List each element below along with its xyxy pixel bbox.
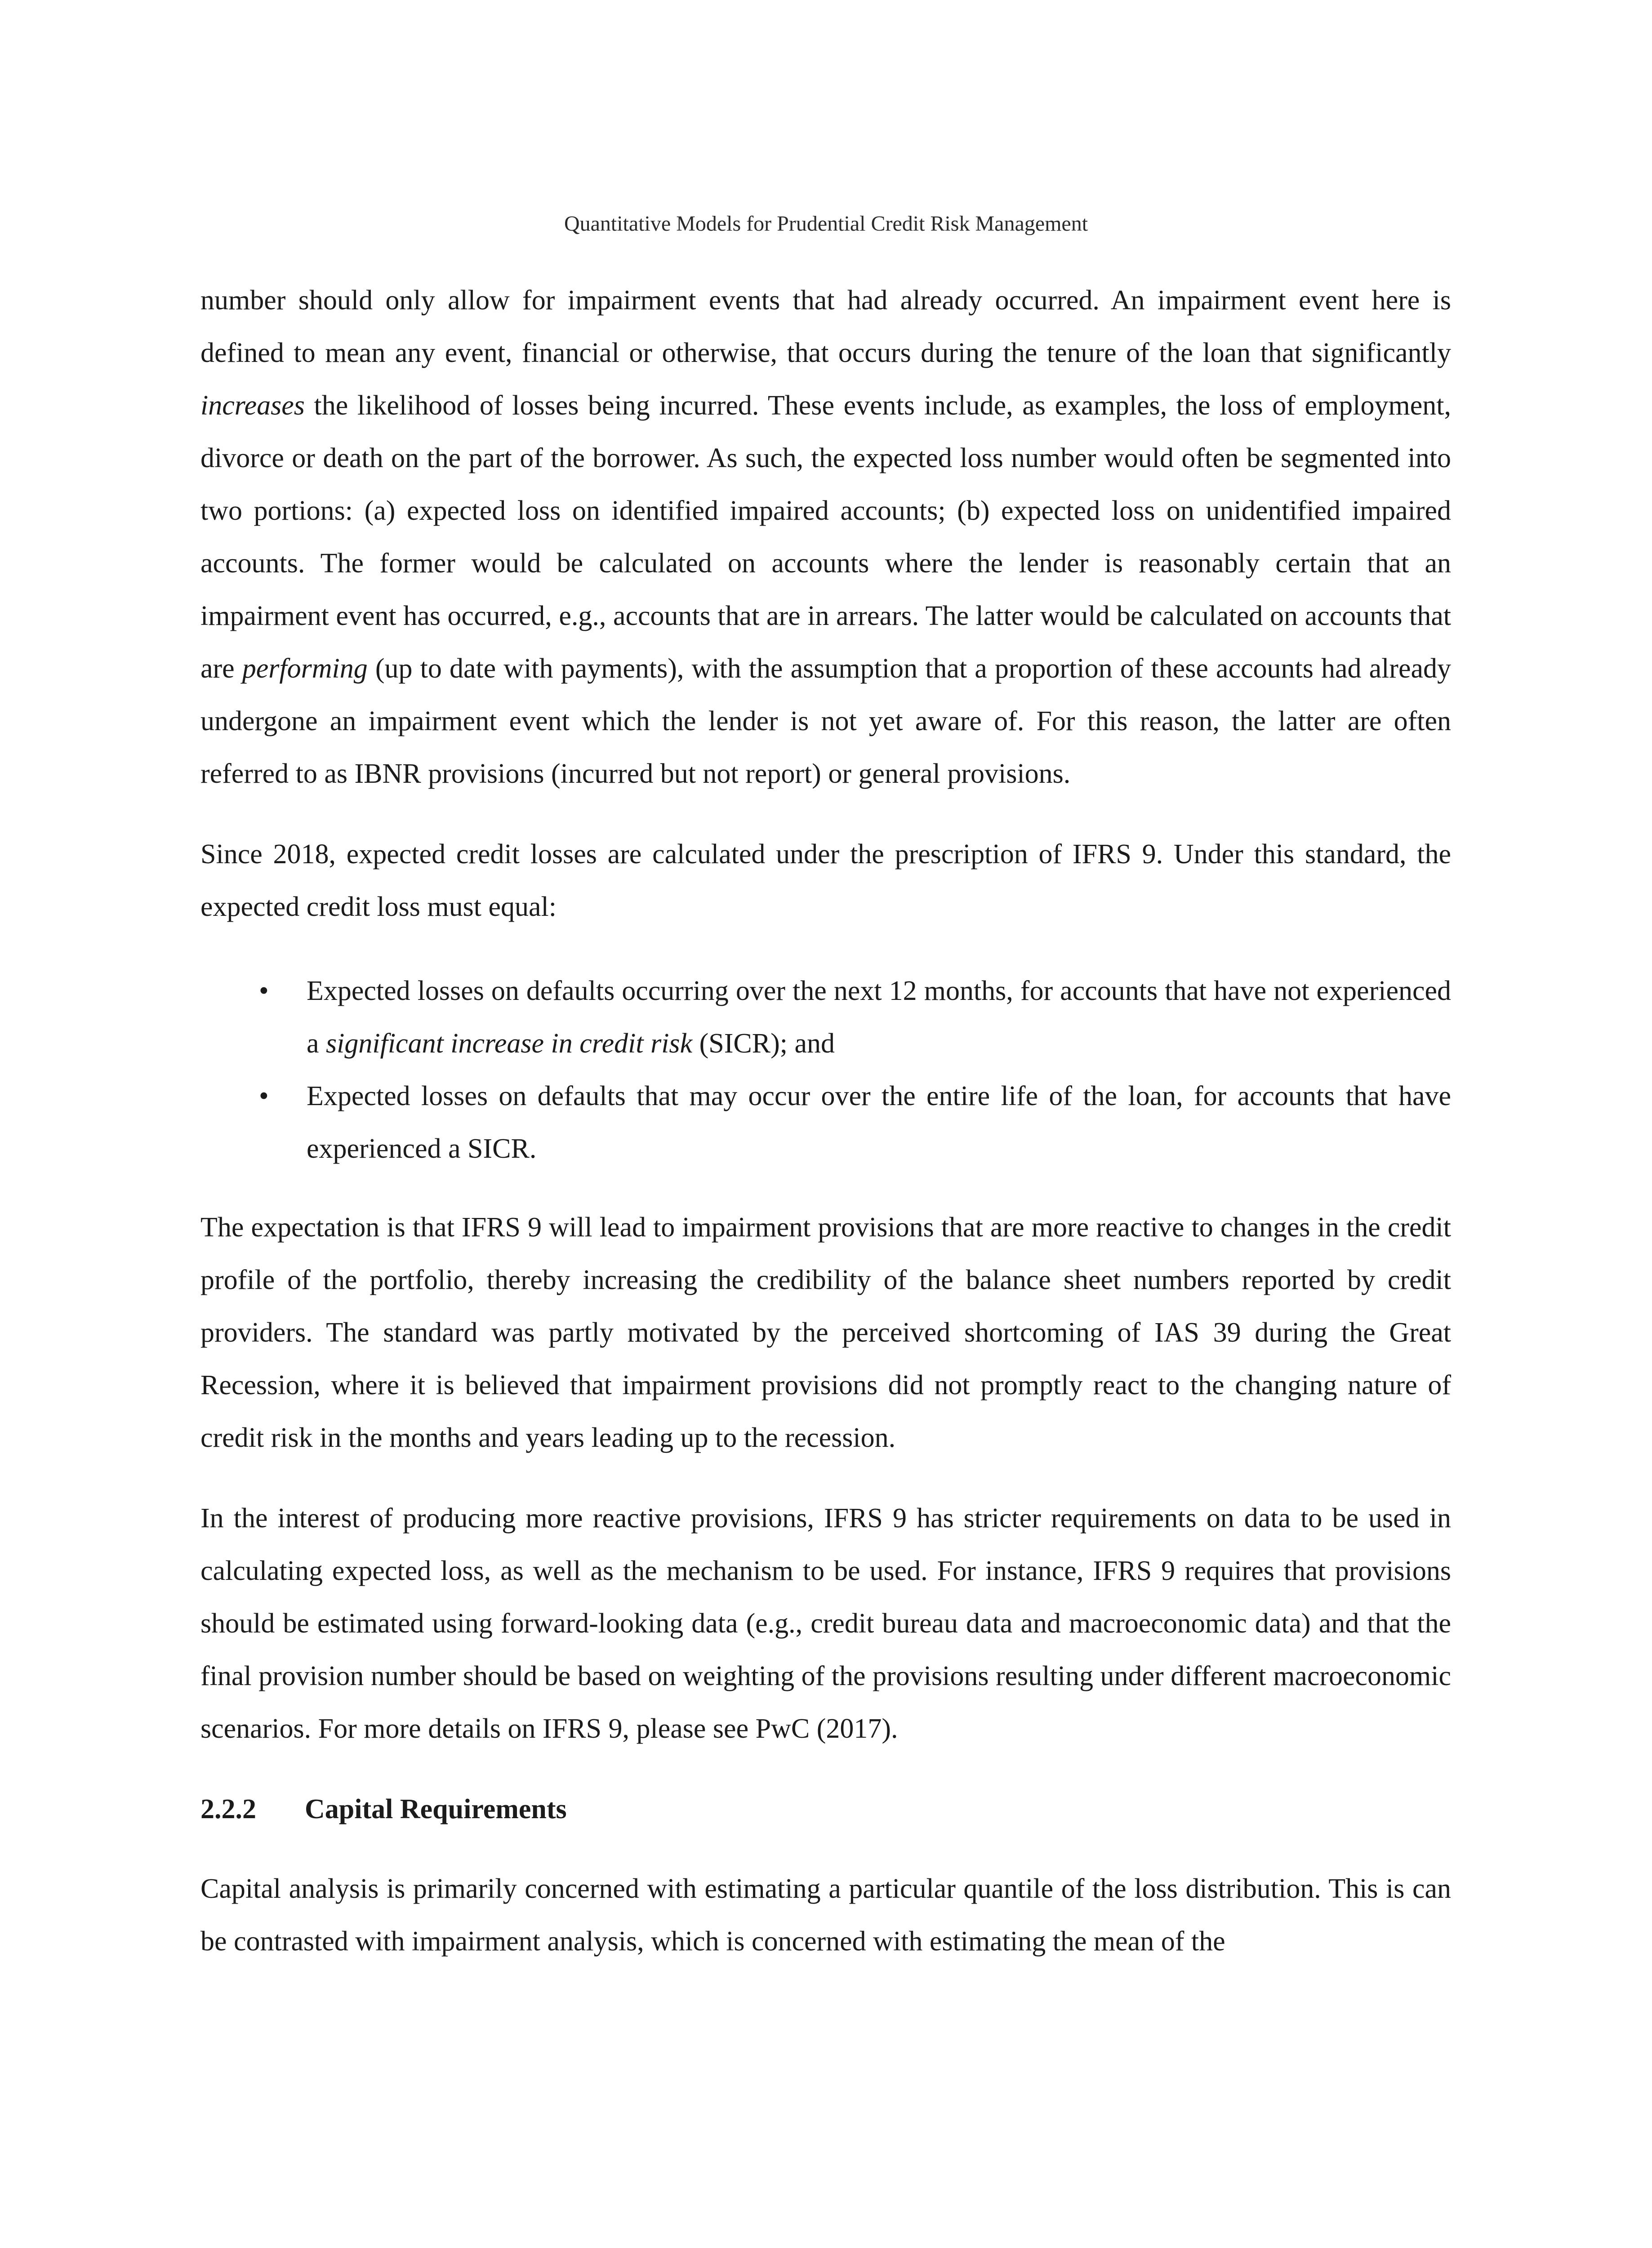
paragraph-text: number should only allow for impairment events that had already occurred. An impairment event here is defined to mean any event, financial or otherwise, that occurs during the tenure of the loan that significantly: [200, 285, 1451, 368]
section-number: 2.2.2: [200, 1794, 256, 1824]
paragraph-text: (up to date with payments), with the assumption that a proportion of these accounts had already undergone an impairment event which the lender is not yet aware of. For this reason, the latter are often referred to as IBNR provisions (incurred but not report) or general provisions.: [200, 653, 1451, 789]
emphasis-text: increases: [200, 390, 305, 421]
paragraph-ifrs9-expectation: The expectation is that IFRS 9 will lead to impairment provisions that are more reactive to changes in the credit profile of the portfolio, thereby increasing the credibility of the balance sheet numbers reported by credit providers. The standard was partly motivated by the perceived shortcoming of IAS 39 during the Great Recession, where it is believed that impairment provisions did not promptly react to the changing nature of credit risk in the months and years leading up to the recession.: [200, 1212, 1451, 1453]
running-header: Quantitative Models for Prudential Credit Risk Management: [564, 212, 1088, 236]
emphasis-text: significant increase in credit risk: [326, 1028, 693, 1059]
paragraph-ifrs9-requirements: In the interest of producing more reactive provisions, IFRS 9 has stricter requirements on data to be used in calculating expected loss, as well as the mechanism to be used. For instance, IFRS 9 requires that provisions should be estimated using forward-looking data (e.g., credit bureau data and macroeconomic data) and that the final provision number should be based on weighting of the provisions resulting under different macroeconomic scenarios. For more details on IFRS 9, please see PwC (2017).: [200, 1503, 1451, 1744]
list-item-text: (SICR); and: [692, 1028, 835, 1059]
list-item-text: Expected losses on defaults occurring over the next 12 months, for accounts that have not experienced a: [307, 976, 1451, 1059]
paragraph-capital-analysis: Capital analysis is primarily concerned with estimating a particular quantile of the loss distribution. This is can be contrasted with impairment analysis, which is concerned with estimating the mean of the: [200, 1873, 1451, 1957]
emphasis-text: performing: [242, 653, 368, 684]
list-item-text: Expected losses on defaults that may occur over the entire life of the loan, for accounts that have experienced a SICR.: [307, 1081, 1451, 1164]
list-item: [200, 965, 1451, 1070]
paragraph-ifrs9-intro: Since 2018, expected credit losses are calculated under the prescription of IFRS 9. Under this standard, the expected credit loss must equal:: [200, 839, 1451, 922]
paragraph-text: the likelihood of losses being incurred. These events include, as examples, the loss of employment, divorce or death on the part of the borrower. As such, the expected loss number would often be segmented into two portions: (a) expected loss on identified impaired accounts; (b) expected loss on unidentified impaired accounts. The former would be calculated on accounts where the lender is reasonably certain that an impairment event has occurred, e.g., accounts that are in arrears. The latter would be calculated on accounts that are: [200, 390, 1451, 684]
bullet-icon: •: [259, 976, 269, 1006]
section-title: Capital Requirements: [305, 1794, 567, 1824]
paragraph-impairment-events: [200, 274, 1451, 800]
list-item: [200, 1070, 1451, 1175]
page-body: [200, 274, 1451, 1995]
bullet-list: [200, 965, 1451, 1175]
section-heading: [200, 1783, 1451, 1836]
bullet-icon: •: [259, 1081, 269, 1111]
